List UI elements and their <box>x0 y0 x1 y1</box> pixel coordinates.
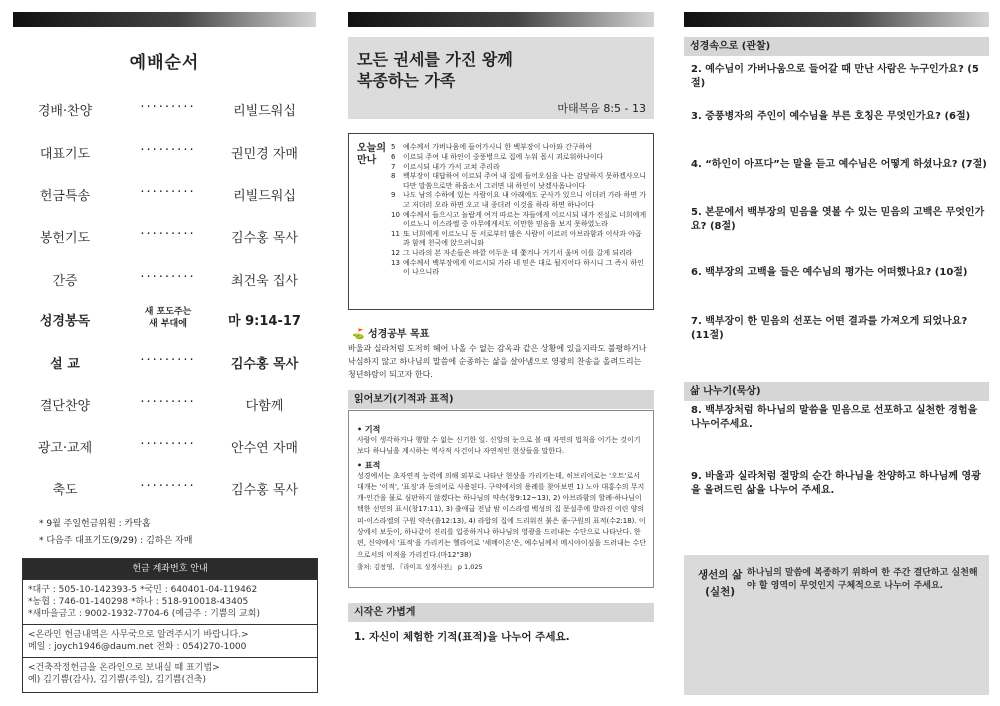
question-7: 7. 백부장이 한 믿음의 선포는 어떤 결과를 가져오게 되었나요? (11절) <box>691 316 968 341</box>
offering-account-title: 헌금 계좌번호 안내 <box>23 559 317 579</box>
reading-box <box>348 410 654 588</box>
account-numbers <box>23 579 317 624</box>
practice-label <box>698 567 742 601</box>
note-next-prayer: * 다음주 대표기도(9/29) : 김하은 자매 <box>39 536 193 546</box>
sermon-title-box <box>348 37 654 119</box>
verse-row <box>391 172 647 191</box>
order-item-person: 안수연 자매 <box>231 441 298 456</box>
online-offering-contact: 메일 : joych1946@daum.net 전화 : 054)270-1000 <box>28 642 247 652</box>
verse-number: 8 <box>391 172 396 181</box>
order-item-dots: ········· <box>140 270 196 285</box>
question-5: 5. 본문에서 백부장의 믿음을 엿볼 수 있는 믿음의 고백은 무엇인가요? (8절) <box>691 207 985 232</box>
study-goal-title-text: 성경공부 목표 <box>367 329 430 340</box>
reading-section-bar: 읽어보기(기적과 표적) <box>348 390 654 409</box>
worship-order-row <box>13 266 316 290</box>
study-goal-text: 바울과 실라처럼 도저히 헤어 나올 수 없는 감옥과 같은 상황에 있을지라도 불평하거나 낙심하지 않고 하나님의 말씀에 순종하는 삶을 살아냄으로 영광의 찬송을 올려드리는 청년하람이 되고자 한다. <box>348 344 647 379</box>
verse-text: 예수께서 들으시고 놀랍게 여겨 따르는 자들에게 이르시되 내가 진실로 너희에게 이르노니 이스라엘 중 아무에게서도 이만한 믿음을 보지 못하였노라 <box>403 210 647 228</box>
verse-text: 나도 남의 수하에 있는 사람이요 내 아래에도 군사가 있으니 이더러 가라 하면 가고 저더러 오라 하면 오고 내 종더러 이것을 하라 하면 하나이다 <box>403 191 647 209</box>
order-item-person: 마 9:14-17 <box>228 314 301 329</box>
order-item-label: 성경봉독 <box>39 314 91 329</box>
order-item-person: 최건욱 집사 <box>231 274 298 289</box>
order-item-label: 축도 <box>52 483 78 498</box>
scripture-box <box>348 133 654 310</box>
order-item-dots: ········· <box>140 227 196 242</box>
order-item-person: 권민경 자매 <box>231 147 298 162</box>
practice-box <box>684 555 989 695</box>
reading-paragraph: 사람이 생각하거나 행할 수 없는 신기한 일. 신앙의 눈으로 볼 때 자연의 법칙을 어기는 것이기보다 하나님을 계시하는 역사적 사건이나 자연적인 현상들을 말한다. <box>357 436 641 456</box>
worship-order-row <box>13 475 316 499</box>
sermon-reference: 마태복음 8:5 - 13 <box>557 102 646 115</box>
question-9: 9. 바울과 실라처럼 절망의 순간 하나님을 찬양하고 하나님께 영광을 올려드린 삶을 나누어 주세요. <box>691 471 981 496</box>
share-section-bar: 삶 나누기(묵상) <box>684 382 989 401</box>
scripture-label-line: 오늘의 <box>357 143 386 154</box>
online-offering-title: <온라인 헌금내역은 사무국으로 알려주시기 바랍니다.> <box>28 630 249 640</box>
order-item-dots: ········· <box>140 100 196 115</box>
reading-paragraph: 성경에서는 초자연적 능력에 의해 외부로 나타난 현상을 가리키는데, 히브리어로는 '오트'로서 대개는 '이적', '표징'과 동의어로 사용된다. 구약에서의 용례를 찾아보면 1) 노아 대홍수의 무지개-인간을 물로 심판하지 않겠다는 하나님의 약속(창9:12~13), 2) 아브라함의 할례-하나님이 택한 선민의 표시(창17:11), 3) 출애굽 전날 밤 이스라엘 백성의 집 문설주에 발라진 어린 양의 피-이스라엘의 구원 약속(출12:13), 4) 라합의 집에 드리워진 붉은 줄-구원의 표적(수2:18). 이상에서 보듯이, 하나같이 진리를 입증하거나 하나님의 영광을 드러내는 수단으로 나타난다. 한편, 신약에서 '표적'을 가리키는 헬라어로 '세메이온'은, 예수님께서 메시야이심을 드러내는 수단으로서의 이적을 가리킨다.(마12"38) <box>357 471 647 559</box>
account-line: *농협 : 746-01-140298 *하나 : 518-910018-43405 <box>28 597 249 607</box>
verse-text: 그 나라의 본 자손들은 바깥 어두운 데 쫓겨나 거기서 울며 이를 갈게 되리라 <box>403 248 633 257</box>
order-item-person: 김수홍 목사 <box>230 357 299 372</box>
questions-column <box>684 0 989 706</box>
order-item-person: 김수홍 목사 <box>231 231 298 246</box>
practice-text: 하나님의 말씀에 복종하기 위하여 한 주간 결단하고 실천해야 할 영역이 무엇인지 구체적으로 나누어 주세요. <box>747 568 978 591</box>
verse-text: 또 너희에게 이르노니 동 서로부터 많은 사람이 이르러 아브라함과 이삭과 야곱과 함께 천국에 앉으려니와 <box>403 229 642 247</box>
question-6: 6. 백부장의 고백을 들은 예수님의 평가는 어떠했나요? (10절) <box>691 267 968 278</box>
sermon-column <box>348 0 654 706</box>
question-1: 1. 자신이 체험한 기적(표적)을 나누어 주세요. <box>354 631 570 643</box>
offering-account-box <box>22 558 318 693</box>
sermon-title-line: 복종하는 가족 <box>357 71 456 90</box>
worship-notes <box>39 516 192 550</box>
worship-order-row <box>13 181 316 205</box>
verse-text: 예수께서 가버나움에 들어가시니 한 백부장이 나아와 간구하여 <box>403 143 593 151</box>
order-item-dots: ········· <box>140 479 196 494</box>
question-3: 3. 중풍병자의 주인이 예수님을 부른 호칭은 무엇인가요? (6절) <box>691 111 971 122</box>
verse-number: 7 <box>391 162 396 171</box>
verse-list <box>391 143 647 278</box>
verse-text: 백부장이 대답하여 이르되 주여 내 집에 들어오심을 나는 감당하지 못하겠사오니 다만 말씀으로만 하옵소서 그러면 내 하인이 낫겠사옵나이다 <box>403 172 647 190</box>
question-2: 2. 예수님이 가버나움으로 들어갈 때 만난 사람은 누구인가요? (5절) <box>691 64 979 89</box>
worship-order-column <box>13 0 316 706</box>
reading-source: 출처: 김창영, 『라이프 성경사전』 p 1,025 <box>357 562 483 571</box>
worship-order-row <box>13 96 316 120</box>
sermon-title-line: 모든 권세를 가진 왕께 <box>357 50 513 69</box>
verse-row <box>391 259 647 278</box>
verse-number: 6 <box>391 152 396 161</box>
worship-order-row <box>13 223 316 247</box>
verse-number: 9 <box>391 191 396 200</box>
account-line: *대구 : 505-10-142393-5 *국민 : 640401-04-119462 <box>28 585 258 595</box>
verse-text: 예수께서 백부장에게 이르시되 가라 네 믿은 대로 될지어다 하시니 그 즉시 하인이 나으니라 <box>403 258 644 276</box>
order-item-dots: ········· <box>140 353 196 368</box>
order-item-person: 리빌드워십 <box>233 189 296 204</box>
sermon-title <box>357 49 513 91</box>
start-section-bar: 시작은 가볍게 <box>348 603 654 622</box>
study-goal-title <box>352 325 429 340</box>
verse-row <box>391 230 647 249</box>
account-line: *새마을금고 : 9002-1932-7704-6 (예금주 : 기쁨의 교회) <box>28 609 260 619</box>
order-item-label: 봉헌기도 <box>39 231 91 246</box>
verse-text: 이르시되 내가 가서 고쳐 주리라 <box>403 162 500 171</box>
order-item-label: 경배·찬양 <box>37 104 93 119</box>
order-item-person: 리빌드워십 <box>233 104 296 119</box>
scripture-label <box>357 143 386 167</box>
worship-order-row <box>13 391 316 415</box>
verse-row <box>391 153 647 162</box>
worship-order-row <box>13 139 316 163</box>
verse-number: 12 <box>391 248 400 257</box>
order-item-label: 설 교 <box>50 357 80 372</box>
worship-order-row <box>13 349 316 373</box>
reading-heading: • 표적 <box>357 460 381 470</box>
order-item-label: 대표기도 <box>39 147 91 162</box>
building-offering-info <box>23 657 317 690</box>
header-gradient-bar <box>348 12 654 27</box>
verse-row <box>391 249 647 258</box>
building-offering-title: <건축작정헌금을 온라인으로 보내실 때 표기법> <box>28 663 220 673</box>
order-item-dots: ········· <box>140 185 196 200</box>
online-offering-info <box>23 624 317 657</box>
order-item-dots: ········· <box>140 143 196 158</box>
verse-row <box>391 143 647 152</box>
order-item-dots: ········· <box>140 437 196 452</box>
practice-label-line: 생선의 삶 <box>698 569 743 581</box>
question-4: 4. “하인이 아프다”는 말을 듣고 예수님은 어떻게 하셨나요? (7절) <box>691 159 987 170</box>
verse-number: 5 <box>391 143 396 151</box>
header-gradient-bar <box>684 12 989 27</box>
order-item-label: 결단찬양 <box>39 399 91 414</box>
header-gradient-bar <box>13 12 316 27</box>
verse-number: 13 <box>391 258 400 267</box>
scripture-label-line: 만나 <box>357 155 377 166</box>
order-item-dots: ········· <box>140 395 196 410</box>
question-8: 8. 백부장처럼 하나님의 말씀을 믿음으로 선포하고 실천한 경험을 나누어주세요. <box>691 405 978 430</box>
worship-order-row <box>13 433 316 457</box>
verse-row <box>391 211 647 230</box>
verse-number: 10 <box>391 210 400 219</box>
worship-order-row <box>13 306 316 330</box>
order-item-label: 광고·교제 <box>37 441 93 456</box>
worship-order-title: 예배순서 <box>129 53 200 73</box>
verse-number: 11 <box>391 229 400 238</box>
order-item-subtitle: 새 포도주는 새 부대에 <box>144 307 192 329</box>
building-offering-example: 예) 김기쁨(감사), 김기쁨(주일), 김기쁨(건축) <box>28 675 206 685</box>
verse-text: 이르되 주여 내 하인이 중풍병으로 집에 누워 몹시 괴로워하나이다 <box>403 152 604 161</box>
order-item-label: 간증 <box>52 274 78 289</box>
observe-section-bar: 성경속으로 (관찰) <box>684 37 989 56</box>
practice-label-line: (실천) <box>705 586 736 598</box>
verse-row <box>391 191 647 210</box>
note-offering-committee: * 9월 주일헌금위원 : 카탁홉 <box>39 519 151 529</box>
order-item-person: 다함께 <box>245 399 284 414</box>
reading-heading: • 기적 <box>357 425 381 434</box>
order-item-label: 헌금특송 <box>39 189 91 204</box>
verse-row <box>391 163 647 172</box>
flag-icon: ⛳ <box>352 329 365 340</box>
order-item-person: 김수홍 목사 <box>231 483 298 498</box>
